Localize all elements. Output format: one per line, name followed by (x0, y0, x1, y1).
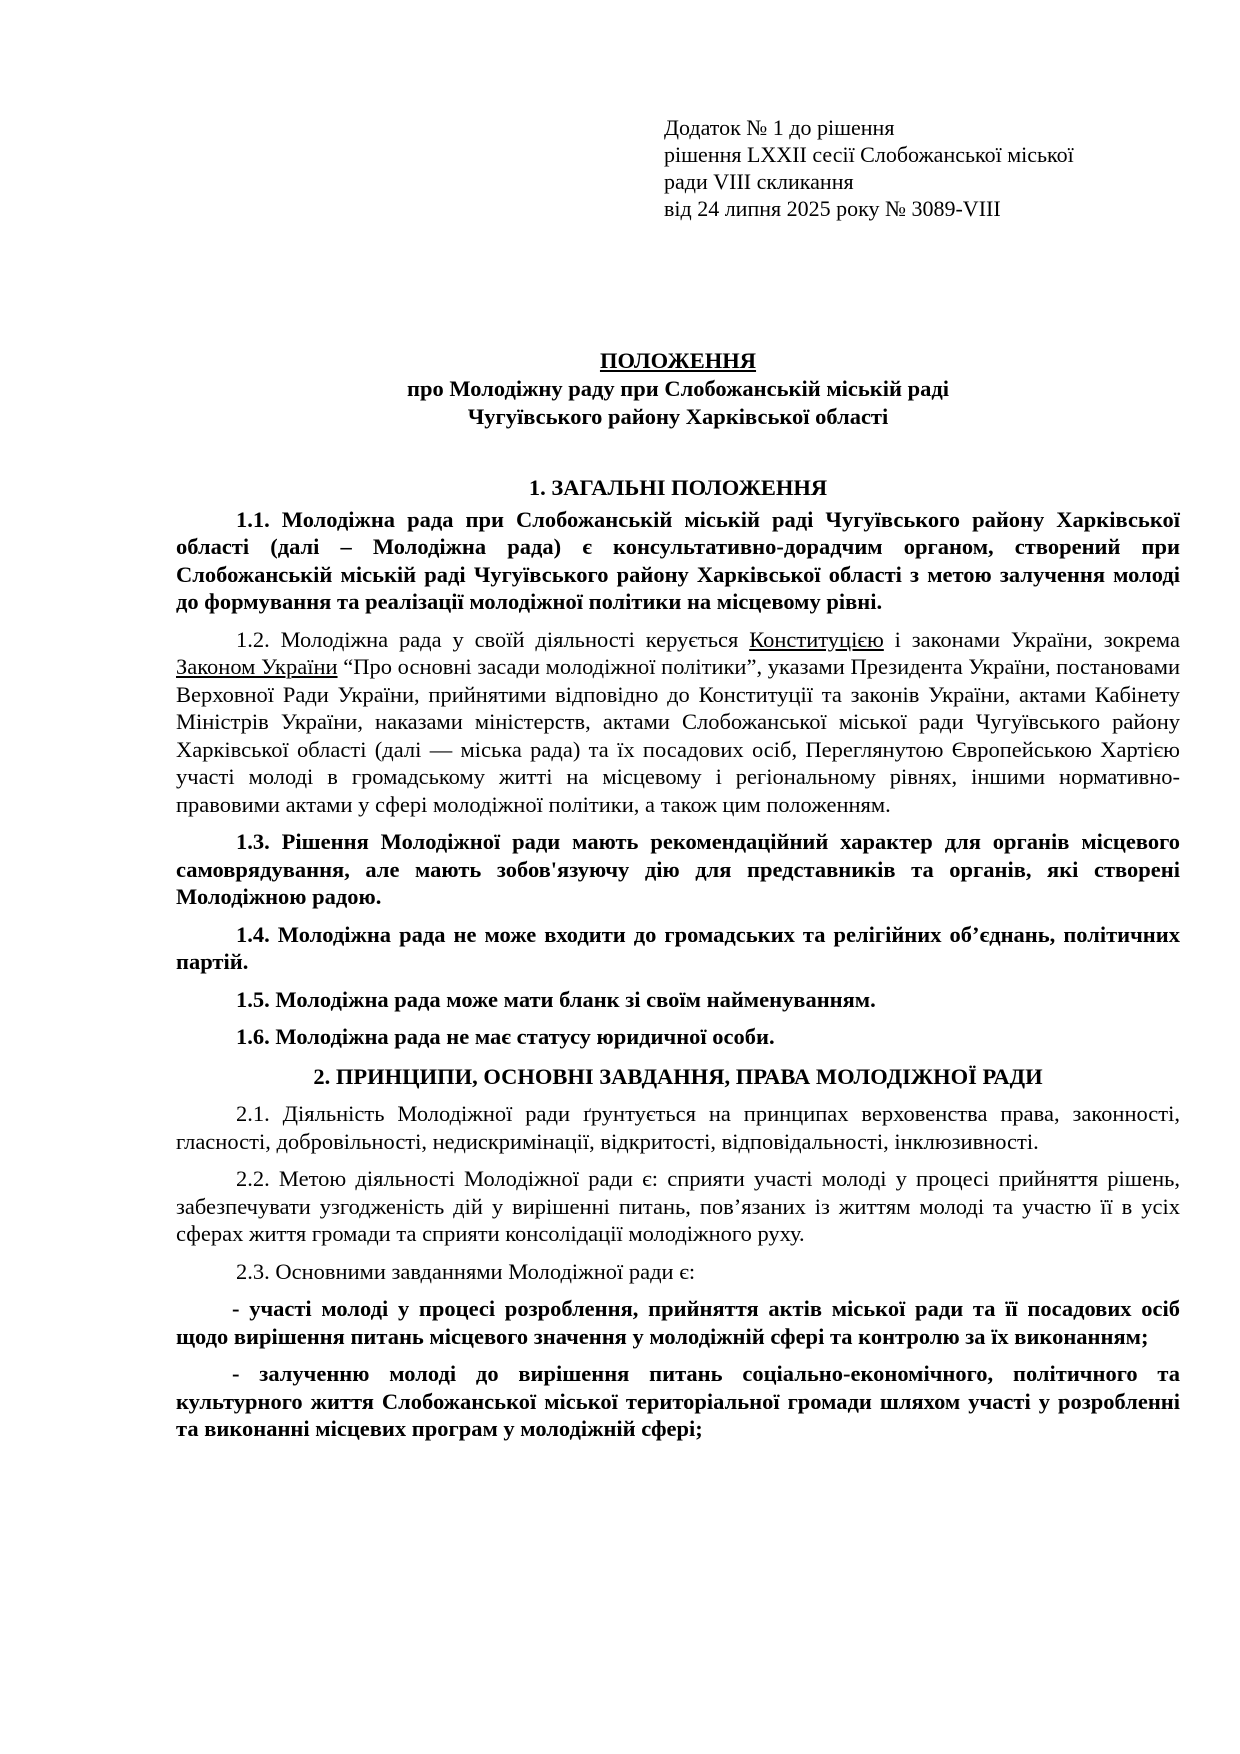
law-of-ukraine-link[interactable]: Законом України (176, 654, 338, 679)
paragraph-1-5: 1.5. Молодіжна рада може мати бланк зі своїм найменуванням. (236, 986, 876, 1012)
annex-line-3: ради VIII скликання (664, 169, 854, 194)
paragraph-2-3: 2.3. Основними завданнями Молодіжної ради є: (236, 1258, 696, 1284)
document-title: ПОЛОЖЕННЯ (599, 348, 757, 373)
annex-line-4: від 24 липня 2025 року № 3089-VIII (664, 196, 1001, 221)
list-item-task-2: - залученню молоді до вирішення питань соціально-економічного, політичного та культурного життя Слобожанської міської територіальної громади шляхом участі у розробленні та виконанні місцевих програм у молодіжній сфері; (176, 1361, 1180, 1441)
document-subtitle-line-1: про Молодіжну раду при Слобожанській міській раді (407, 376, 949, 401)
paragraph-1-2-part-b: і законами України, зокрема (883, 626, 1180, 652)
document-body (176, 474, 1180, 1453)
document-subtitle-line-2: Чугуївського району Харківської області (467, 404, 889, 429)
section-2-heading: 2. ПРИНЦИПИ, ОСНОВНІ ЗАВДАННЯ, ПРАВА МОЛОДІЖНОЇ РАДИ (313, 1063, 1043, 1089)
constitution-link[interactable]: Конституцією (749, 626, 884, 652)
annex-line-2: рішення LXXII сесії Слобожанської міської (664, 142, 1074, 167)
paragraph-1-1: 1.1. Молодіжна рада при Слобожанській міській раді Чугуївського району Харківської області (далі – Молодіжна рада) є консультативно-дорадчим органом, створений при Слобожанській міській раді Чугуївського району Харківської області з метою залучення молоді до формування та реалізації молодіжної політики на місцевому рівні. (176, 506, 1180, 614)
section-1-heading: 1. ЗАГАЛЬНІ ПОЛОЖЕННЯ (528, 475, 828, 500)
paragraph-1-2 (176, 626, 1180, 819)
paragraph-1-2-part-a: 1.2. Молодіжна рада у своїй діяльності керується (236, 626, 750, 652)
paragraph-1-2-part-c: “Про основні засади молодіжної політики”, указами Президента України, постановами Верховної Ради України, прийнятими відповідно до Конституції та законів України, актами Кабінету Міністрів України, наказами міністерств, актами Слобожанської міської ради Чугуївського району Харківської області (далі — міська рада) та їх посадових осіб, Переглянутою Європейською Хартією участі молоді в громадському житті на місцевому і регіональному рівнях, іншими нормативно-правовими актами у сфері молодіжної політики, а також цим положенням. (176, 654, 1180, 817)
annex-line-1: Додаток № 1 до рішення (664, 115, 895, 140)
annex-reference (664, 114, 1184, 222)
paragraph-1-3: 1.3. Рішення Молодіжної ради мають рекомендаційний характер для органів місцевого самоврядування, але мають зобов'язуючу дію для представників та органів, які створені Молодіжною радою. (176, 829, 1180, 909)
paragraph-2-2: 2.2. Метою діяльності Молодіжної ради є: сприяти участі молоді у процесі прийняття рішень, забезпечувати узгодженість дій у вирішенні питань, пов’язаних із життям молоді та участю її в усіх сферах життя громади та сприяти консолідації молодіжного руху. (176, 1166, 1180, 1246)
document-title-block (176, 347, 1180, 431)
paragraph-2-1: 2.1. Діяльність Молодіжної ради ґрунтується на принципах верховенства права, законності, гласності, добровільності, недискримінації, відкритості, відповідальності, інклюзивності. (176, 1101, 1180, 1154)
list-item-task-1: - участі молоді у процесі розроблення, прийняття актів міської ради та її посадових осіб щодо вирішення питань місцевого значення у молодіжній сфері та контролю за їх виконанням; (176, 1296, 1180, 1349)
paragraph-1-4: 1.4. Молодіжна рада не може входити до громадських та релігійних об’єднань, політичних партій. (176, 921, 1180, 974)
paragraph-1-6: 1.6. Молодіжна рада не має статусу юридичної особи. (236, 1024, 775, 1049)
